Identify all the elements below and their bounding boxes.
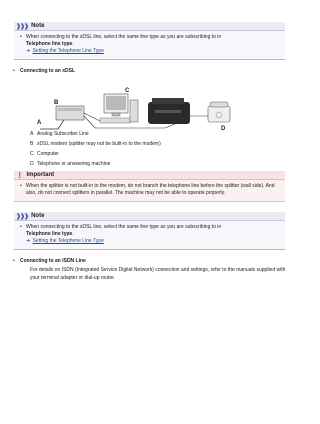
isdn-heading: • Connecting to an ISDN Line: [20, 258, 86, 264]
legend-text: xDSL modem (splitter may not be built-in to the modem): [37, 141, 161, 147]
printer-icon: [148, 98, 190, 124]
diagram-legend: [30, 129, 161, 169]
legend-item-d: [30, 159, 161, 169]
xdsl-heading: • Connecting to an xDSL: [20, 68, 75, 74]
setting-telephone-line-type-link[interactable]: Setting the Telephone Line Type: [32, 48, 104, 54]
legend-item-b: [30, 139, 161, 149]
note-text-post: .: [72, 41, 74, 47]
note-title: Note: [31, 213, 45, 219]
legend-key: C: [30, 151, 34, 157]
warning-icon: ❗: [16, 172, 24, 179]
important-header: [14, 171, 285, 180]
modem-computer-cable: [84, 113, 100, 121]
legend-item-a: [30, 129, 161, 139]
legend-key: D: [30, 161, 34, 167]
computer-icon: [100, 94, 138, 123]
isdn-text: For details on ISDN (Integrated Service Digital Network) connection and settings, refer to the manuals supplied with your terminal adapter or dial-up router.: [30, 267, 286, 281]
note-text: [18, 34, 281, 48]
note-link-row: [18, 238, 281, 245]
link-arrow-icon: ➜: [26, 48, 31, 54]
note-title: Note: [31, 23, 45, 29]
note-box-1: [14, 22, 285, 60]
note-text-bold: Telephone line type: [26, 231, 73, 237]
legend-key: B: [30, 141, 34, 147]
note-text-bold: Telephone line type: [26, 41, 73, 47]
label-a: A: [37, 120, 42, 126]
important-text: • When the splitter is not built-in to the modem, do not branch the telephone line before the splitter (wall side). And also, do not connect splitters in parallel. The machine may not be able to operate properly.: [18, 183, 281, 197]
note-header: [14, 22, 285, 31]
legend-key: A: [30, 131, 34, 137]
note-link-row: [18, 48, 281, 55]
note-text-pre: When connecting to the xDSL line, select the same line type as you are subscribing to in: [26, 224, 222, 230]
legend-text: Analog Subscriber Line: [37, 131, 89, 137]
telephone-icon: [208, 102, 230, 122]
note-text: [18, 224, 281, 238]
link-arrow-icon: ➜: [26, 238, 31, 244]
note-box-2: [14, 212, 285, 250]
label-b: B: [54, 100, 59, 106]
note-arrows-icon: ❱❱❱: [16, 213, 29, 220]
label-c: C: [125, 88, 130, 94]
setting-telephone-line-type-link[interactable]: Setting the Telephone Line Type: [32, 238, 104, 244]
note-text-post: .: [72, 231, 74, 237]
important-body: [14, 180, 285, 202]
xdsl-connection-diagram: [37, 88, 280, 132]
note-body: [14, 221, 285, 250]
legend-item-c: [30, 149, 161, 159]
legend-text: Telephone or answering machine: [37, 161, 111, 167]
modem-icon: [56, 106, 84, 120]
legend-text: Computer: [37, 151, 59, 157]
important-title: Important: [26, 172, 55, 178]
label-d: D: [221, 126, 226, 132]
note-text-pre: When connecting to the xDSL line, select the same line type as you are subscribing to in: [26, 34, 222, 40]
important-box: [14, 171, 285, 202]
note-body: [14, 31, 285, 60]
note-header: [14, 212, 285, 221]
note-arrows-icon: ❱❱❱: [16, 23, 29, 30]
wall-line: [40, 120, 64, 129]
